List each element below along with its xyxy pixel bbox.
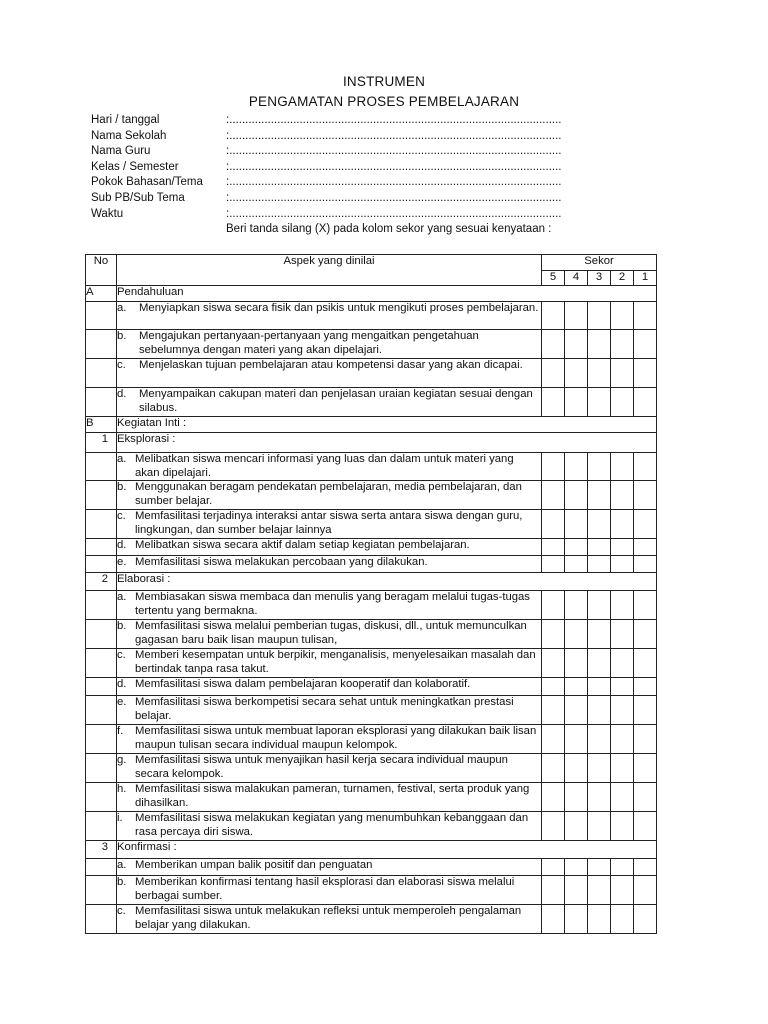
score-cell-5[interactable]	[542, 510, 565, 539]
item-text: Memfasilitasi siswa untuk melakukan refleksi untuk memperoleh pengalaman belajar yang dilakukan.	[135, 905, 522, 931]
score-cell-3[interactable]	[588, 725, 611, 754]
item-text-cell	[117, 453, 542, 481]
item-letter: c.	[117, 649, 126, 662]
score-cell-4[interactable]	[565, 388, 588, 417]
item-letter: a.	[117, 859, 127, 872]
item-row	[86, 302, 657, 330]
item-text: Melibatkan siswa secara aktif dalam setiap kegiatan pembelajaran.	[135, 539, 470, 552]
item-row	[86, 876, 657, 905]
score-cell-3[interactable]	[588, 539, 611, 556]
document-subtitle: PENGAMATAN PROSES PEMBELAJARAN	[248, 94, 520, 109]
score-cell-1[interactable]	[634, 876, 657, 905]
score-cell-5[interactable]	[542, 876, 565, 905]
item-letter: b.	[117, 330, 127, 342]
item-letter: b.	[117, 620, 127, 633]
info-label: Nama Sekolah	[91, 129, 167, 142]
score-cell-5[interactable]	[542, 696, 565, 725]
item-letter: d.	[117, 539, 127, 552]
section-number: 1	[86, 433, 117, 453]
item-row	[86, 510, 657, 539]
score-cell-5[interactable]	[542, 453, 565, 481]
score-cell-5[interactable]	[542, 330, 565, 359]
score-cell-3[interactable]	[588, 783, 611, 812]
item-text: Menyiapkan siswa secara fisik dan psikis untuk mengikuti proses pembelajaran.	[139, 302, 539, 314]
score-cell-2[interactable]	[611, 696, 634, 725]
item-number-cell	[86, 754, 117, 783]
section-number: B	[86, 417, 117, 433]
item-row	[86, 905, 657, 934]
score-cell-5[interactable]	[542, 359, 565, 388]
item-text: Melibatkan siswa mencari informasi yang luas dan dalam untuk materi yang akan dipelajari.	[135, 453, 514, 479]
item-text-cell	[117, 481, 542, 510]
score-cell-4[interactable]	[565, 905, 588, 934]
item-number-cell	[86, 359, 117, 388]
score-cell-5[interactable]	[542, 302, 565, 330]
score-cell-5[interactable]	[542, 556, 565, 573]
item-number-cell	[86, 539, 117, 556]
score-cell-5[interactable]	[542, 539, 565, 556]
item-text: Memfasilitasi siswa malakukan pameran, turnamen, festival, serta produk yang dihasilkan.	[135, 783, 530, 809]
score-cell-1[interactable]	[634, 453, 657, 481]
item-text: Memfasilitasi siswa untuk membuat laporan eksplorasi yang dilakukan baik lisan maupun tulisan secara individual maupun kelompok.	[135, 725, 537, 751]
item-row	[86, 649, 657, 678]
score-cell-1[interactable]	[634, 591, 657, 620]
item-text-cell	[117, 783, 542, 812]
score-cell-2[interactable]	[611, 859, 634, 876]
item-text-cell	[117, 876, 542, 905]
score-cell-1[interactable]	[634, 905, 657, 934]
instruction-text: Beri tanda silang (X) pada kolom sekor yang sesuai kenyataan :	[226, 223, 552, 235]
score-cell-2[interactable]	[611, 678, 634, 696]
score-cell-2[interactable]	[611, 302, 634, 330]
item-row	[86, 556, 657, 573]
item-text-cell	[117, 678, 542, 696]
item-row	[86, 620, 657, 649]
score-header-1: 1	[634, 271, 657, 286]
score-cell-4[interactable]	[565, 876, 588, 905]
score-cell-3[interactable]	[588, 649, 611, 678]
score-cell-1[interactable]	[634, 859, 657, 876]
score-cell-2[interactable]	[611, 453, 634, 481]
item-number-cell	[86, 859, 117, 876]
info-label: Hari / tanggal	[91, 114, 160, 126]
info-row	[91, 113, 651, 129]
item-text: Memfasilitasi siswa melalui pemberian tugas, diskusi, dll., untuk memunculkan gagasan baru baik lisan maupun tulisan,	[135, 620, 527, 646]
score-cell-1[interactable]	[634, 302, 657, 330]
info-row	[91, 160, 651, 176]
score-cell-1[interactable]	[634, 539, 657, 556]
section-number: 3	[86, 841, 117, 859]
score-cell-3[interactable]	[588, 696, 611, 725]
score-cell-1[interactable]	[634, 481, 657, 510]
score-cell-1[interactable]	[634, 812, 657, 841]
item-number-cell	[86, 510, 117, 539]
score-cell-5[interactable]	[542, 812, 565, 841]
section-label: Pendahuluan	[117, 286, 657, 302]
score-cell-3[interactable]	[588, 591, 611, 620]
score-header-5: 5	[542, 271, 565, 286]
score-cell-1[interactable]	[634, 696, 657, 725]
score-cell-2[interactable]	[611, 539, 634, 556]
item-row	[86, 330, 657, 359]
score-cell-3[interactable]	[588, 905, 611, 934]
section-row	[86, 573, 657, 591]
section-row	[86, 286, 657, 302]
item-number-cell	[86, 388, 117, 417]
score-cell-4[interactable]	[565, 302, 588, 330]
info-value: :........................................................................................................	[226, 207, 562, 220]
item-row	[86, 754, 657, 783]
item-letter: e.	[117, 556, 127, 569]
item-text-cell	[117, 649, 542, 678]
item-text-cell	[117, 812, 542, 841]
item-number-cell	[86, 783, 117, 812]
header-score: Sekor	[542, 255, 657, 271]
score-cell-5[interactable]	[542, 678, 565, 696]
score-cell-4[interactable]	[565, 539, 588, 556]
score-cell-4[interactable]	[565, 725, 588, 754]
item-text-cell	[117, 556, 542, 573]
score-cell-1[interactable]	[634, 620, 657, 649]
item-text-cell	[117, 591, 542, 620]
score-cell-2[interactable]	[611, 812, 634, 841]
score-cell-2[interactable]	[611, 876, 634, 905]
item-text: Memfasilitasi siswa berkompetisi secara sehat untuk meningkatkan prestasi belajar.	[135, 696, 514, 722]
section-label: Elaborasi :	[117, 573, 657, 591]
score-cell-2[interactable]	[611, 620, 634, 649]
item-row	[86, 453, 657, 481]
score-cell-3[interactable]	[588, 678, 611, 696]
item-letter: a.	[117, 453, 127, 465]
item-text: Menjelaskan tujuan pembelajaran atau kompetensi dasar yang akan dicapai.	[139, 359, 523, 371]
item-letter: b.	[117, 876, 127, 889]
info-value: :........................................................................................................	[226, 129, 562, 142]
score-cell-1[interactable]	[634, 510, 657, 539]
score-cell-2[interactable]	[611, 725, 634, 754]
item-number-cell	[86, 696, 117, 725]
item-text: Memfasilitasi siswa melakukan percobaan yang dilakukan.	[135, 556, 428, 569]
item-number-cell	[86, 725, 117, 754]
item-text: Memberikan umpan balik positif dan penguatan	[135, 859, 373, 872]
score-cell-1[interactable]	[634, 783, 657, 812]
info-row	[91, 175, 651, 191]
assessment-table	[85, 254, 657, 934]
score-cell-4[interactable]	[565, 678, 588, 696]
info-label: Nama Guru	[91, 145, 151, 158]
score-cell-1[interactable]	[634, 330, 657, 359]
item-number-cell	[86, 620, 117, 649]
section-row	[86, 417, 657, 433]
score-cell-3[interactable]	[588, 388, 611, 417]
item-row	[86, 481, 657, 510]
score-cell-5[interactable]	[542, 481, 565, 510]
info-value: :........................................................................................................	[226, 145, 562, 158]
score-cell-5[interactable]	[542, 783, 565, 812]
item-number-cell	[86, 678, 117, 696]
info-fields	[91, 113, 651, 222]
item-letter: e.	[117, 696, 127, 709]
item-letter: g.	[117, 754, 127, 767]
score-cell-5[interactable]	[542, 859, 565, 876]
score-cell-2[interactable]	[611, 330, 634, 359]
section-row	[86, 841, 657, 859]
score-cell-4[interactable]	[565, 783, 588, 812]
item-letter: i.	[117, 812, 123, 825]
header-no: No	[86, 255, 117, 286]
score-cell-5[interactable]	[542, 591, 565, 620]
score-cell-3[interactable]	[588, 754, 611, 783]
item-row	[86, 859, 657, 876]
item-letter: c.	[117, 359, 126, 371]
item-text: Menggunakan beragam pendekatan pembelajaran, media pembelajaran, dan sumber belajar.	[135, 481, 522, 507]
section-label: Konfirmasi :	[117, 841, 657, 859]
score-cell-4[interactable]	[565, 812, 588, 841]
score-cell-3[interactable]	[588, 481, 611, 510]
item-text-cell	[117, 754, 542, 783]
section-label: Eksplorasi :	[117, 433, 657, 453]
score-cell-5[interactable]	[542, 388, 565, 417]
info-value: :........................................................................................................	[226, 114, 562, 126]
item-text-cell	[117, 302, 542, 330]
score-cell-3[interactable]	[588, 302, 611, 330]
score-cell-3[interactable]	[588, 556, 611, 573]
item-row	[86, 678, 657, 696]
item-number-cell	[86, 453, 117, 481]
item-number-cell	[86, 591, 117, 620]
item-row	[86, 359, 657, 388]
score-cell-3[interactable]	[588, 510, 611, 539]
item-letter: a.	[117, 302, 127, 314]
score-cell-5[interactable]	[542, 649, 565, 678]
score-cell-4[interactable]	[565, 620, 588, 649]
item-text: Memfasilitasi siswa untuk menyajikan hasil kerja secara individual maupun secara kelompok.	[135, 754, 508, 780]
info-row	[91, 129, 651, 145]
item-letter: d.	[117, 388, 127, 400]
info-row	[91, 144, 651, 160]
score-cell-4[interactable]	[565, 591, 588, 620]
item-text-cell	[117, 510, 542, 539]
item-number-cell	[86, 649, 117, 678]
score-header-2: 2	[611, 271, 634, 286]
item-letter: a.	[117, 591, 127, 604]
score-cell-1[interactable]	[634, 556, 657, 573]
item-letter: h.	[117, 783, 127, 796]
item-text: Mengajukan pertanyaan-pertanyaan yang mengaitkan pengetahuan sebelumnya dengan materi yang akan dipelajari.	[139, 330, 479, 356]
score-cell-5[interactable]	[542, 754, 565, 783]
item-text-cell	[117, 696, 542, 725]
score-cell-3[interactable]	[588, 859, 611, 876]
item-text: Memfasilitasi terjadinya interaksi antar siswa serta antara siswa dengan guru, lingkungan, dan sumber belajar lainnya	[135, 510, 523, 536]
item-number-cell	[86, 905, 117, 934]
score-cell-3[interactable]	[588, 876, 611, 905]
item-text-cell	[117, 725, 542, 754]
score-cell-2[interactable]	[611, 359, 634, 388]
score-header-3: 3	[588, 271, 611, 286]
item-row	[86, 388, 657, 417]
score-cell-4[interactable]	[565, 649, 588, 678]
score-cell-4[interactable]	[565, 696, 588, 725]
info-label: Sub PB/Sub Tema	[91, 191, 185, 204]
score-cell-2[interactable]	[611, 905, 634, 934]
section-number: A	[86, 286, 117, 302]
score-cell-1[interactable]	[634, 725, 657, 754]
score-cell-3[interactable]	[588, 812, 611, 841]
score-cell-2[interactable]	[611, 783, 634, 812]
item-number-cell	[86, 556, 117, 573]
item-number-cell	[86, 812, 117, 841]
item-text: Memberikan konfirmasi tentang hasil eksplorasi dan elaborasi siswa melalui berbagai sumber.	[135, 876, 515, 902]
score-cell-5[interactable]	[542, 905, 565, 934]
score-cell-4[interactable]	[565, 510, 588, 539]
item-text: Memberi kesempatan untuk berpikir, menganalisis, menyelesaikan masalah dan bertindak tanpa rasa takut.	[135, 649, 536, 675]
score-header-4: 4	[565, 271, 588, 286]
item-text-cell	[117, 388, 542, 417]
item-number-cell	[86, 330, 117, 359]
score-cell-4[interactable]	[565, 330, 588, 359]
score-cell-3[interactable]	[588, 330, 611, 359]
item-row	[86, 696, 657, 725]
item-text: Memfasilitasi siswa melakukan kegiatan yang menumbuhkan kebanggaan dan rasa percaya diri siswa.	[135, 812, 529, 838]
score-cell-4[interactable]	[565, 556, 588, 573]
score-cell-4[interactable]	[565, 359, 588, 388]
item-text-cell	[117, 330, 542, 359]
item-letter: b.	[117, 481, 127, 494]
item-row	[86, 591, 657, 620]
item-letter: c.	[117, 510, 126, 523]
item-text-cell	[117, 620, 542, 649]
item-row	[86, 812, 657, 841]
info-value: :........................................................................................................	[226, 191, 562, 204]
info-label: Kelas / Semester	[91, 160, 179, 173]
item-number-cell	[86, 481, 117, 510]
info-label: Waktu	[91, 207, 124, 220]
score-cell-4[interactable]	[565, 754, 588, 783]
item-text: Menyampaikan cakupan materi dan penjelasan uraian kegiatan sesuai dengan silabus.	[139, 388, 533, 414]
item-letter: f.	[117, 725, 124, 738]
score-cell-3[interactable]	[588, 359, 611, 388]
item-text-cell	[117, 859, 542, 876]
item-text-cell	[117, 359, 542, 388]
document-title: INSTRUMEN	[342, 74, 426, 89]
info-value: :........................................................................................................	[226, 160, 562, 173]
score-cell-4[interactable]	[565, 859, 588, 876]
header-aspect: Aspek yang dinilai	[117, 255, 542, 286]
score-cell-2[interactable]	[611, 388, 634, 417]
score-cell-4[interactable]	[565, 481, 588, 510]
section-number: 2	[86, 573, 117, 591]
score-cell-3[interactable]	[588, 453, 611, 481]
item-text-cell	[117, 905, 542, 934]
item-text: Membiasakan siswa membaca dan menulis yang beragam melalui tugas-tugas tertentu yang bermakna.	[135, 591, 530, 617]
info-label: Pokok Bahasan/Tema	[91, 176, 203, 189]
score-cell-5[interactable]	[542, 725, 565, 754]
score-cell-1[interactable]	[634, 754, 657, 783]
score-cell-2[interactable]	[611, 510, 634, 539]
score-cell-2[interactable]	[611, 591, 634, 620]
item-text: Memfasilitasi siswa dalam pembelajaran kooperatif dan kolaboratif.	[135, 678, 471, 691]
score-cell-1[interactable]	[634, 678, 657, 696]
section-label: Kegiatan Inti :	[117, 417, 657, 433]
score-cell-2[interactable]	[611, 481, 634, 510]
item-text-cell	[117, 539, 542, 556]
item-row	[86, 725, 657, 754]
score-cell-2[interactable]	[611, 556, 634, 573]
item-letter: d.	[117, 678, 127, 691]
section-row	[86, 433, 657, 453]
score-cell-1[interactable]	[634, 359, 657, 388]
score-cell-1[interactable]	[634, 388, 657, 417]
score-cell-1[interactable]	[634, 649, 657, 678]
info-value: :........................................................................................................	[226, 176, 562, 189]
score-cell-2[interactable]	[611, 754, 634, 783]
score-cell-3[interactable]	[588, 620, 611, 649]
info-row	[91, 191, 651, 207]
item-letter: c.	[117, 905, 126, 918]
score-cell-5[interactable]	[542, 620, 565, 649]
item-row	[86, 539, 657, 556]
item-row	[86, 783, 657, 812]
info-row	[91, 207, 651, 223]
item-number-cell	[86, 302, 117, 330]
score-cell-2[interactable]	[611, 649, 634, 678]
score-cell-4[interactable]	[565, 453, 588, 481]
item-number-cell	[86, 876, 117, 905]
